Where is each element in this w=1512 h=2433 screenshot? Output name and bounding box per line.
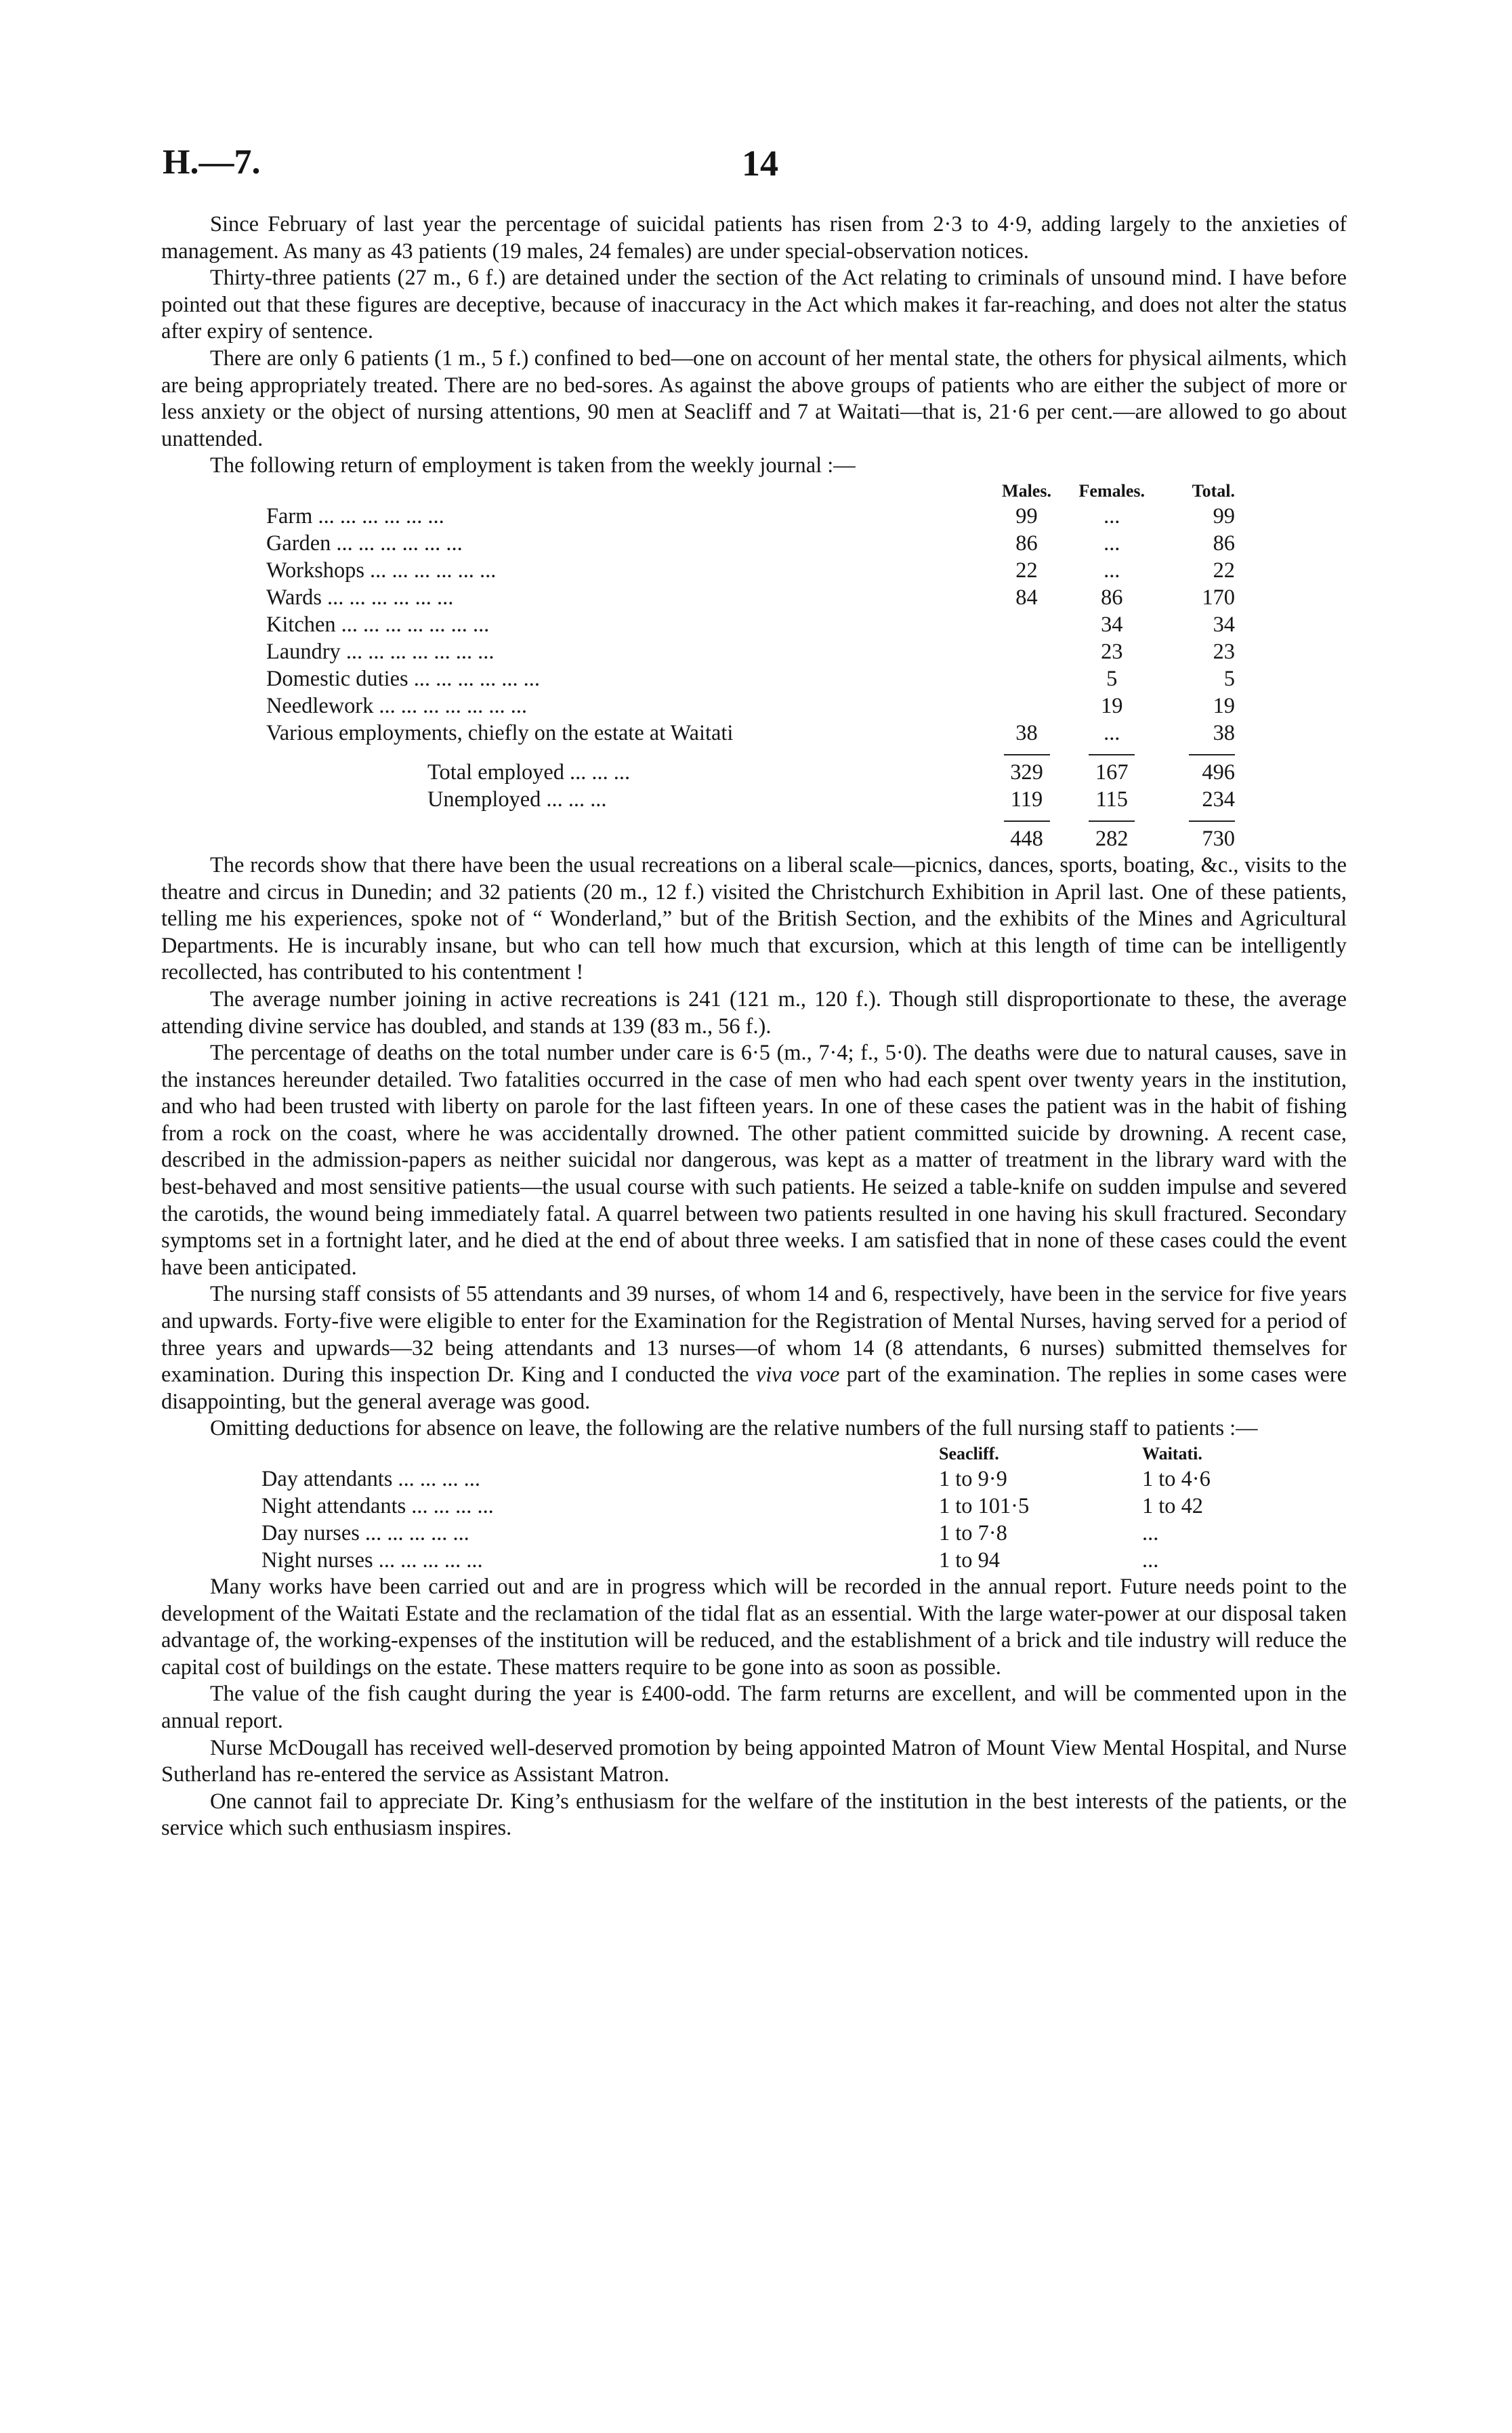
rule-row — [266, 813, 1235, 825]
leader-dots: ... ... ... ... ... ... — [364, 558, 497, 583]
waitati-cell: ... — [1142, 1521, 1159, 1545]
females-cell: ... — [1104, 720, 1120, 745]
seacliff-cell: 1 to 94 — [939, 1548, 1000, 1573]
leader-dots: ... ... ... — [564, 760, 631, 785]
males-cell: 86 — [1015, 531, 1038, 556]
page-body — [161, 211, 1347, 1842]
table-row — [266, 584, 1235, 611]
table-row — [266, 692, 1235, 720]
table-row — [266, 665, 1235, 692]
row-label: Various employments, chiefly on the estate at Waitati — [266, 720, 734, 745]
leader-dots: ... ... ... ... ... ... — [321, 585, 454, 610]
females-cell: 115 — [1095, 787, 1128, 812]
seacliff-cell: 1 to 101·5 — [939, 1494, 1030, 1518]
paragraph-works: Many works have been carried out and are in progress which will be recorded in the annual report. Future needs point to the development of the Waitati Estate and the reclamation of the tidal flat as an essential. With the large water-power at our disposal taken advantage of, the working-expenses of the institution will be reduced, and the establishment of a brick and tile industry will reduce the capital cost of buildings on the estate. These matters require to be gone into as soon as possible. — [161, 1575, 1347, 1680]
males-cell: 329 — [1010, 760, 1043, 785]
leader-dots: ... ... ... ... ... ... — [408, 666, 540, 691]
leader-dots: ... ... ... ... — [392, 1467, 480, 1491]
paragraph-deaths: The percentage of deaths on the total number under care is 6·5 (m., 7·4; f., 5·0). The deaths were due to natural causes, save in the instances hereunder detailed. Two fatalities occurred in the case of men who had each spent over twenty years in the institution, and who had been trusted with liberty on parole for the last fifteen years. In one of these cases the patient was in the habit of fishing from a rock on the coast, where he was accidentally drowned. The other patient committed suicide by drowning. A recent case, described in the admission-papers as neither suicidal nor dangerous, was kept as a matter of treatment in the library ward with the best-behaved and most sensitive patients—the usual course with such patients. He seized a table-knife on sudden impulse and severed the carotids, the wound being immediately fatal. A quarrel between two patients resulted in one having his skull fractured. Secondary symptoms set in a fortnight later, and he died at the end of about three weeks. I am satisfied that in none of these cases could the event have been anticipated. — [161, 1041, 1347, 1280]
males-cell — [986, 692, 1068, 720]
leader-dots: ... ... ... ... ... ... — [331, 531, 463, 556]
paragraph-fish-value: The value of the fish caught during the year is £400-odd. The farm returns are excellent, and will be commented upon in the annual report. — [161, 1682, 1347, 1733]
paragraph-employment-intro: The following return of employment is taken from the weekly journal :— — [210, 453, 856, 478]
paragraph-suicidal: Since February of last year the percentage of suicidal patients has risen from 2·3 to 4·9, adding largely to the anxieties of management. As many as 43 patients (19 males, 24 females) are under special-observation notices. — [161, 212, 1347, 264]
paragraph-closing: One cannot fail to appreciate Dr. King’s enthusiasm for the welfare of the institution in the best interests of the patients, or the service which such enthusiasm inspires. — [161, 1789, 1347, 1841]
nursing-text-start: The nursing staff consists of 55 attendants and 39 nurses, of whom 14 and 6, respectively, have been in the service for five years and upwards. Forty-five were eligible to enter for the Examination for the Registration of Mental Nurses, having served for a period of three years and upwards—32 being attendants and 13 nurses—of whom 14 (8 attendants, 6 nurses) submitted themselves for examination. During this inspection Dr. King and I conducted the — [161, 1282, 1347, 1388]
row-label: Day attendants — [261, 1467, 393, 1491]
females-header: Females. — [1078, 480, 1145, 501]
row-label: Kitchen — [266, 612, 336, 637]
females-cell: ... — [1104, 558, 1120, 583]
subtotal-row — [266, 786, 1235, 813]
nursing-text-end: part of the examination. The replies in some cases were disappointing, but the general average was good. — [161, 1363, 1347, 1414]
females-cell: 34 — [1101, 612, 1123, 637]
total-cell: 38 — [1213, 720, 1235, 745]
total-cell: 5 — [1223, 666, 1235, 691]
row-label: Workshops — [266, 558, 364, 583]
leader-dots: ... ... ... ... ... ... ... — [335, 612, 490, 637]
table-row — [261, 1520, 1298, 1547]
table-row — [266, 611, 1235, 638]
total-header: Total. — [1192, 480, 1235, 501]
rule-line — [1089, 820, 1135, 822]
males-cell: 22 — [1015, 558, 1038, 583]
total-cell: 22 — [1213, 558, 1235, 583]
rule-line — [1004, 820, 1050, 822]
males-cell: 38 — [1015, 720, 1038, 745]
leader-dots: ... ... ... ... — [406, 1494, 494, 1518]
leader-dots: ... ... ... — [541, 787, 607, 812]
table-row — [261, 1493, 1298, 1520]
females-cell: ... — [1104, 503, 1120, 528]
waitati-cell: 1 to 42 — [1142, 1494, 1203, 1518]
seacliff-cell: 1 to 7·8 — [939, 1521, 1007, 1545]
row-label: Unemployed — [427, 787, 541, 812]
total-cell: 496 — [1202, 760, 1235, 785]
females-cell: 23 — [1101, 639, 1123, 664]
row-label: Laundry — [266, 639, 341, 664]
females-cell: 86 — [1101, 585, 1123, 610]
row-label: Total employed — [427, 760, 564, 785]
total-cell: 234 — [1202, 787, 1235, 812]
employment-table — [266, 480, 1235, 852]
row-label: Night nurses — [261, 1548, 373, 1573]
rule-line — [1189, 754, 1235, 755]
paragraph-recreations: The records show that there have been the usual recreations on a liberal scale—picnics, dances, sports, boating, &c., visits to the theatre and circus in Dunedin; and 32 patients (20 m., 12 f.) visited the Christchurch Exhibition in April last. One of these patients, telling me his experiences, spoke not of “ Wonderland,” but of the British Section, and the exhibits of the Mines and Agricultural Departments. He is incurably insane, but who can tell how much that excursion, which at this length of time can be intelligently recollected, has contributed to his contentment ! — [161, 852, 1347, 985]
males-cell — [986, 665, 1068, 692]
males-cell — [986, 638, 1068, 665]
total-cell: 34 — [1213, 612, 1235, 637]
leader-dots: ... ... ... ... ... — [359, 1521, 469, 1545]
subtotal-row — [266, 759, 1235, 786]
seacliff-header: Seacliff. — [939, 1444, 999, 1463]
females-cell: 282 — [1095, 826, 1129, 851]
females-cell: 19 — [1101, 693, 1123, 718]
males-cell: 119 — [1010, 787, 1043, 812]
row-label: Needlework — [266, 693, 374, 718]
total-cell: 99 — [1213, 503, 1235, 528]
males-cell: 99 — [1015, 503, 1038, 528]
ratio-header-row — [261, 1442, 1298, 1465]
waitati-cell: 1 to 4·6 — [1142, 1467, 1211, 1491]
row-label: Farm — [266, 503, 313, 528]
table-row — [266, 557, 1235, 584]
females-cell: 5 — [1106, 666, 1118, 691]
total-cell: 170 — [1202, 585, 1235, 610]
rule-row — [266, 747, 1235, 759]
paragraph-nursing-staff — [161, 1281, 1347, 1415]
rule-line — [1089, 754, 1135, 755]
page-number: 14 — [742, 143, 778, 184]
total-cell: 19 — [1213, 693, 1235, 718]
paragraph-bed-patients: There are only 6 patients (1 m., 5 f.) confined to bed—one on account of her mental state, the others for physical ailments, which are being appropriately treated. There are no bed-sores. As against the above groups of patients who are either the subject of more or less anxiety or the object of nursing attentions, 90 men at Seacliff and 7 at Waitati—that is, 21·6 per cent.—are allowed to go about unattended. — [161, 346, 1347, 451]
total-cell: 730 — [1202, 826, 1235, 851]
leader-dots: ... ... ... ... ... ... ... — [340, 639, 495, 664]
table-row — [261, 1547, 1298, 1574]
table-row — [266, 638, 1235, 665]
row-label: Night attendants — [261, 1494, 406, 1518]
table-row — [266, 503, 1235, 530]
females-cell: ... — [1104, 531, 1120, 556]
paragraph-staff-changes: Nurse McDougall has received well-deserved promotion by being appointed Matron of Mount View Mental Hospital, and Nurse Sutherland has re-entered the service as Assistant Matron. — [161, 1735, 1347, 1787]
table-row — [266, 720, 1235, 747]
females-cell: 167 — [1095, 760, 1129, 785]
males-cell: 448 — [1010, 826, 1043, 851]
total-cell: 23 — [1213, 639, 1235, 664]
leader-dots: ... ... ... ... ... — [373, 1548, 483, 1573]
row-label: Wards — [266, 585, 322, 610]
total-cell: 86 — [1213, 531, 1235, 556]
staff-ratio-table — [261, 1442, 1298, 1574]
waitati-header: Waitati. — [1142, 1444, 1202, 1463]
paragraph-ratio-intro: Omitting deductions for absence on leave, the following are the relative numbers of the full nursing staff to patients :— — [210, 1416, 1258, 1441]
row-label: Garden — [266, 531, 331, 556]
leader-dots: ... ... ... ... ... ... ... — [373, 693, 528, 718]
males-cell — [986, 611, 1068, 638]
waitati-cell: ... — [1142, 1548, 1159, 1573]
page-header — [163, 142, 1348, 183]
employment-header-row — [266, 480, 1235, 503]
row-label: Day nurses — [261, 1521, 360, 1545]
table-row — [266, 530, 1235, 557]
row-label: Domestic duties — [266, 666, 408, 691]
grand-total-row — [266, 825, 1235, 852]
leader-dots: ... ... ... ... ... ... — [312, 503, 444, 528]
seacliff-cell: 1 to 9·9 — [939, 1467, 1007, 1491]
paragraph-average-recreation: The average number joining in active recreations is 241 (121 m., 120 f.). Though still disproportionate to these, the average attending divine service has doubled, and stands at 139 (83 m., 56 f.). — [161, 986, 1347, 1039]
table-row — [261, 1465, 1298, 1493]
document-code: H.—7. — [163, 143, 261, 182]
males-cell: 84 — [1015, 585, 1038, 610]
males-header: Males. — [1002, 480, 1051, 501]
rule-line — [1189, 820, 1235, 822]
nursing-text-italic: viva voce — [755, 1363, 840, 1388]
paragraph-criminals: Thirty-three patients (27 m., 6 f.) are detained under the section of the Act relating to criminals of unsound mind. I have before pointed out that these figures are deceptive, because of inaccuracy in the Act which makes it far-reaching, and does not alter the status after expiry of sentence. — [161, 266, 1347, 344]
rule-line — [1004, 754, 1050, 755]
